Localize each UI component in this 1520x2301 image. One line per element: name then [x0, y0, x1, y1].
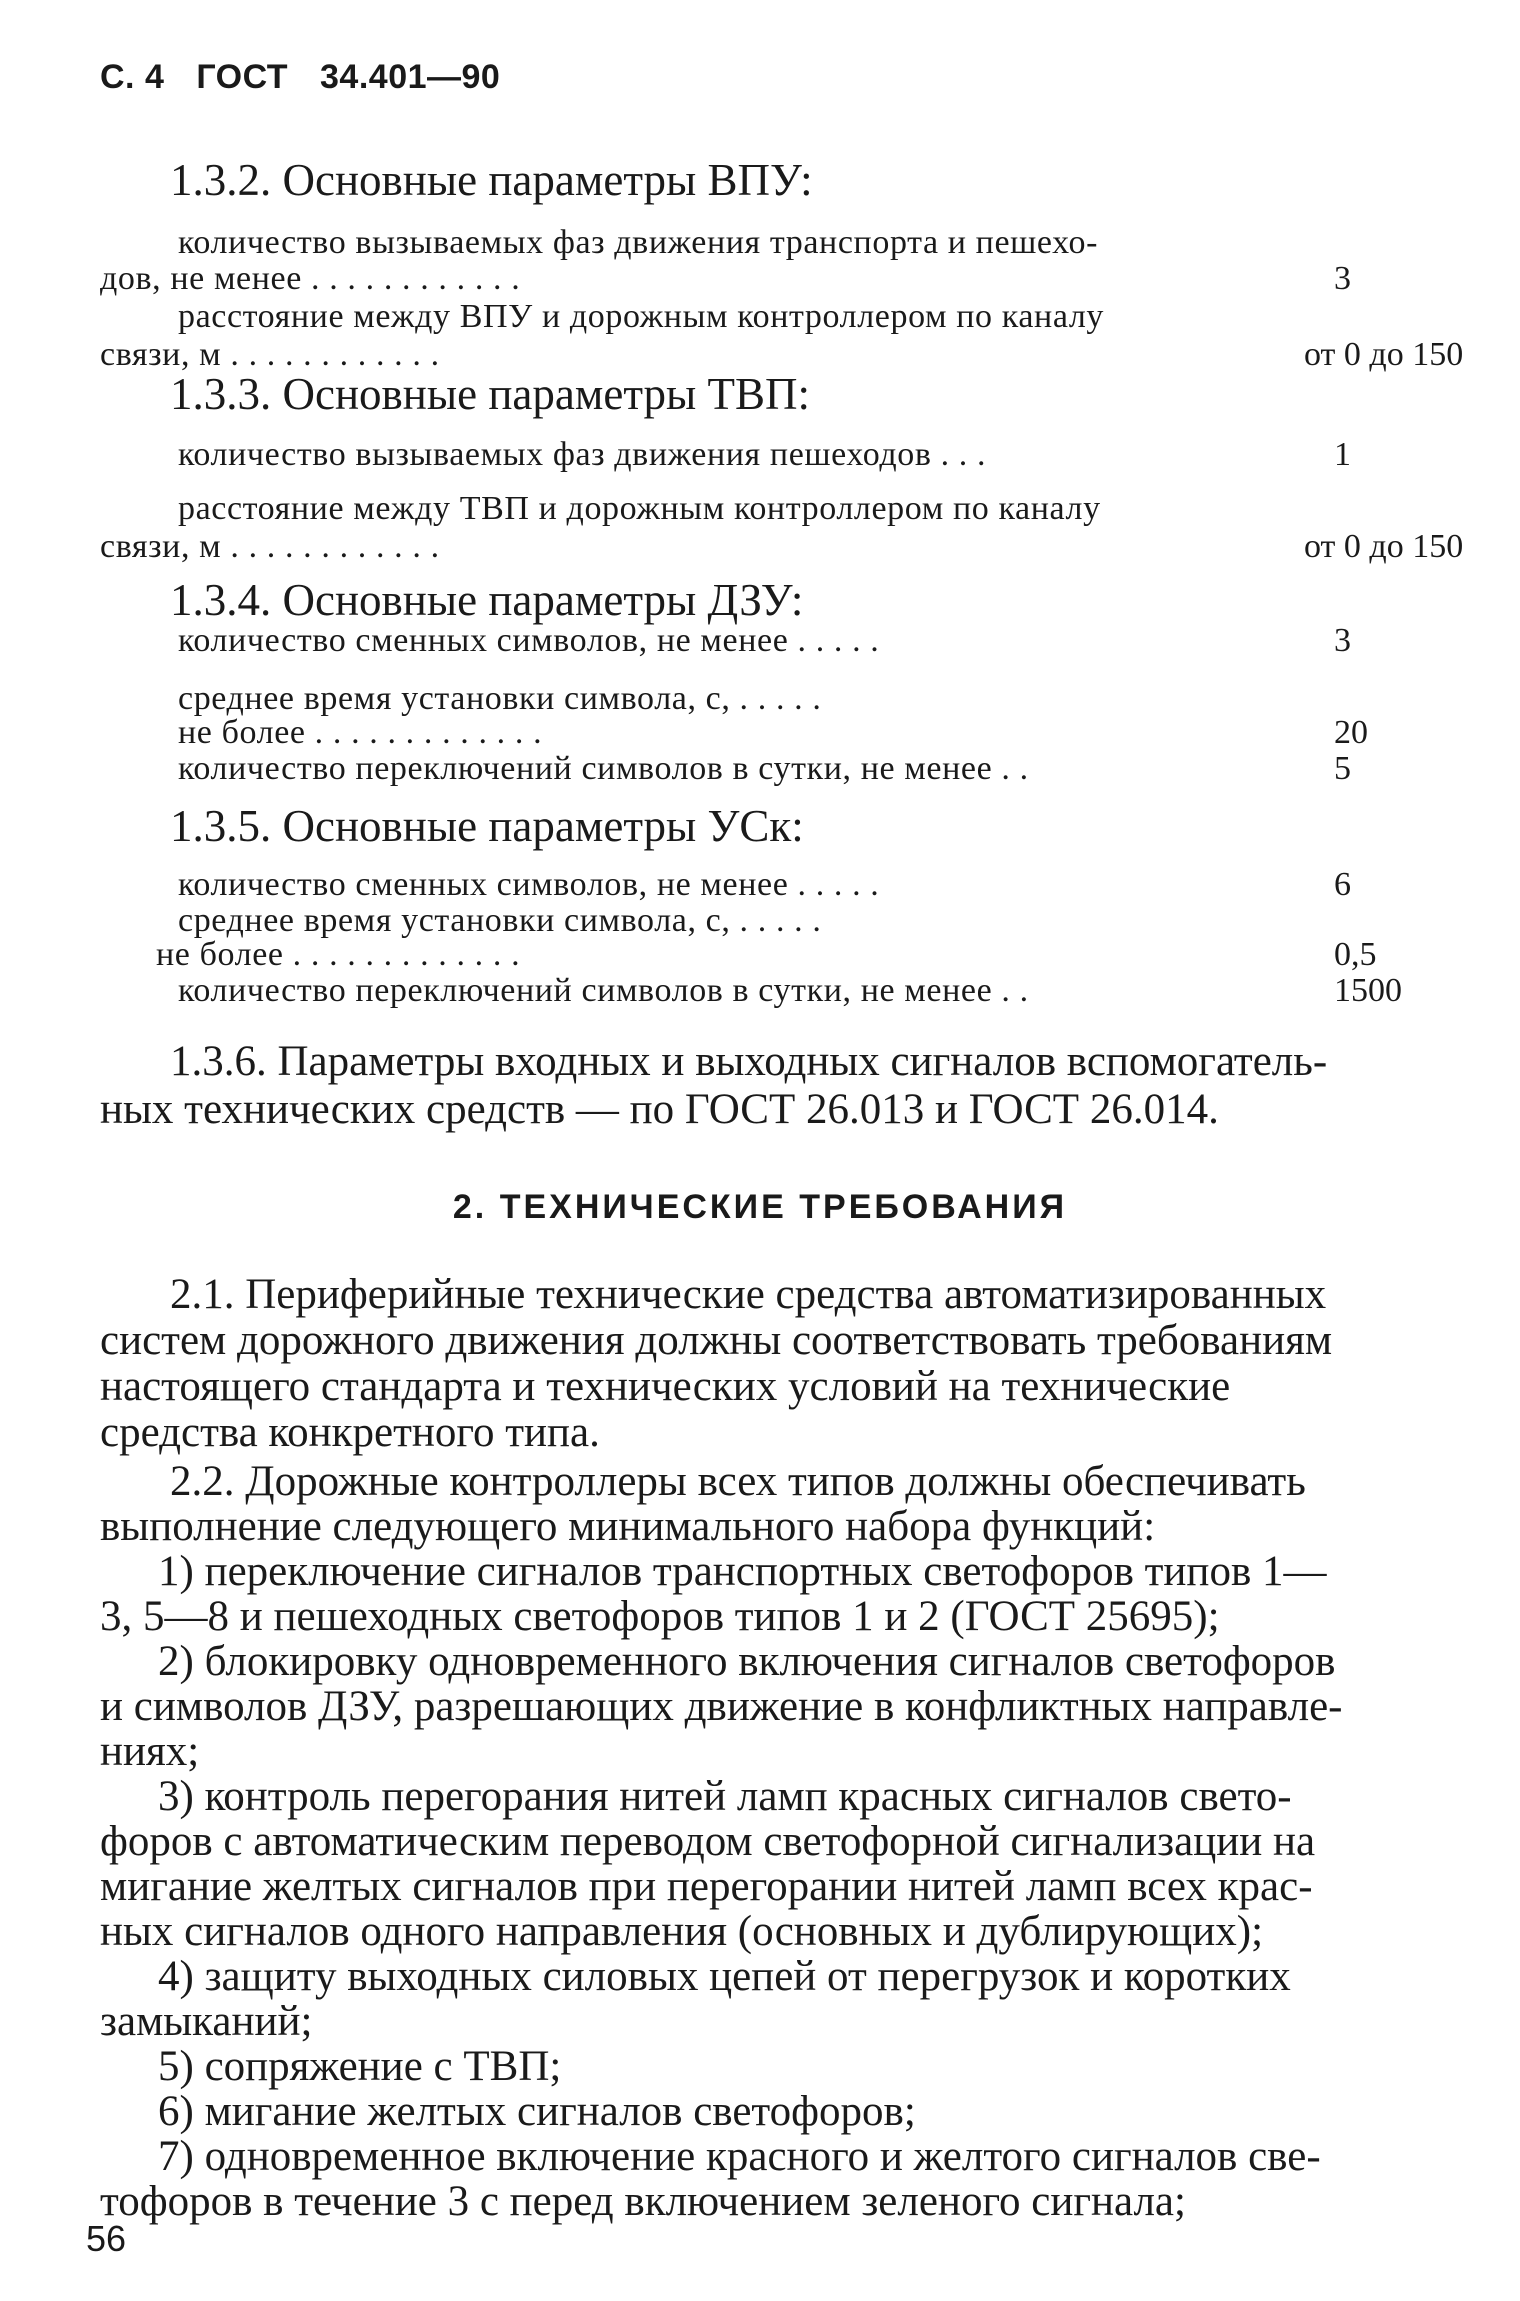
- item-2-line-3: ниях;: [100, 1728, 200, 1775]
- s135-value-1: 6: [1334, 866, 1351, 903]
- item-5-line-1: 5) сопряжение с ТВП;: [158, 2043, 562, 2090]
- p22-line-2: выполнение следующего минимального набора функций:: [100, 1503, 1156, 1550]
- item-1-line-2: 3, 5—8 и пешеходных светофоров типов 1 и 2 (ГОСТ 25695);: [100, 1593, 1220, 1640]
- header-standard: ГОСТ: [196, 58, 289, 96]
- s133-line-3: связи, м . . . . . . . . . . . .: [100, 528, 440, 565]
- s134-line-4: количество переключений символов в сутки, не менее . .: [178, 750, 1029, 787]
- item-4-line-2: замыканий;: [100, 1998, 313, 2045]
- item-3-line-4: ных сигналов одного направления (основных и дублирующих);: [100, 1908, 1264, 1955]
- s136-line-2: ных технических средств — по ГОСТ 26.013 и ГОСТ 26.014.: [100, 1086, 1219, 1133]
- p21-line-2: систем дорожного движения должны соответствовать требованиям: [100, 1317, 1333, 1364]
- s132-value-2: от 0 до 150: [1304, 336, 1464, 373]
- item-2-line-1: 2) блокировку одновременного включения сигналов светофоров: [158, 1638, 1336, 1685]
- p21-line-1: 2.1. Периферийные технические средства автоматизированных: [170, 1271, 1327, 1318]
- section-1-3-4-title: 1.3.4. Основные параметры ДЗУ:: [170, 575, 804, 625]
- item-3-line-1: 3) контроль перегорания нитей ламп красных сигналов свето-: [158, 1773, 1292, 1820]
- s135-line-1: количество сменных символов, не менее . . . . .: [178, 866, 880, 903]
- s133-value-2: от 0 до 150: [1304, 528, 1464, 565]
- item-1-line-1: 1) переключение сигналов транспортных светофоров типов 1—: [158, 1548, 1327, 1595]
- s133-value-1: 1: [1334, 436, 1351, 473]
- section-1-3-3-title: 1.3.3. Основные параметры ТВП:: [170, 369, 811, 419]
- item-3-line-3: мигание желтых сигналов при перегорании нитей ламп всех крас-: [100, 1863, 1313, 1910]
- section-1-3-5-title: 1.3.5. Основные параметры УСк:: [170, 801, 804, 851]
- s132-line-2: дов, не менее . . . . . . . . . . . .: [100, 260, 521, 297]
- s134-value-2: 20: [1334, 714, 1368, 751]
- s132-value-1: 3: [1334, 260, 1351, 297]
- s133-line-2: расстояние между ТВП и дорожным контроллером по каналу: [178, 490, 1101, 527]
- s132-line-4: связи, м . . . . . . . . . . . .: [100, 336, 440, 373]
- s134-value-3: 5: [1334, 750, 1351, 787]
- s134-value-1: 3: [1334, 622, 1351, 659]
- s132-line-1: количество вызываемых фаз движения транспорта и пешехо-: [178, 224, 1098, 261]
- page-header: [100, 58, 522, 97]
- item-3-line-2: форов с автоматическим переводом светофорной сигнализации на: [100, 1818, 1316, 1865]
- header-page: С. 4: [100, 58, 165, 96]
- item-7-line-2: тофоров в течение 3 с перед включением зеленого сигнала;: [100, 2178, 1186, 2225]
- item-6-line-1: 6) мигание желтых сигналов светофоров;: [158, 2088, 916, 2135]
- s135-value-3: 1500: [1334, 972, 1402, 1009]
- p21-line-3: настоящего стандарта и технических условий на технические: [100, 1363, 1231, 1410]
- s135-value-2: 0,5: [1334, 936, 1377, 973]
- s135-line-4: количество переключений символов в сутки, не менее . .: [178, 972, 1029, 1009]
- section-2-heading: 2. ТЕХНИЧЕСКИЕ ТРЕБОВАНИЯ: [452, 1188, 1068, 1226]
- p21-line-4: средства конкретного типа.: [100, 1409, 600, 1456]
- header-number: 34.401—90: [320, 58, 501, 96]
- s132-line-3: расстояние между ВПУ и дорожным контроллером по каналу: [178, 298, 1104, 335]
- item-2-line-2: и символов ДЗУ, разрешающих движение в конфликтных направле-: [100, 1683, 1343, 1730]
- s134-line-2: среднее время установки символа, с, . . . . .: [178, 680, 822, 717]
- s133-line-1: количество вызываемых фаз движения пешеходов . . .: [178, 436, 987, 473]
- item-4-line-1: 4) защиту выходных силовых цепей от перегрузок и коротких: [158, 1953, 1291, 2000]
- s136-line-1: 1.3.6. Параметры входных и выходных сигналов вспомогатель-: [170, 1038, 1328, 1085]
- p22-line-1: 2.2. Дорожные контроллеры всех типов должны обеспечивать: [170, 1458, 1306, 1505]
- s135-line-2: среднее время установки символа, с, . . . . .: [178, 902, 822, 939]
- s135-line-3: не более . . . . . . . . . . . . .: [156, 936, 521, 973]
- s134-line-3: не более . . . . . . . . . . . . .: [178, 714, 543, 751]
- section-1-3-2-title: 1.3.2. Основные параметры ВПУ:: [170, 155, 813, 205]
- s134-line-1: количество сменных символов, не менее . . . . .: [178, 622, 880, 659]
- page-number: 56: [86, 2218, 127, 2259]
- item-7-line-1: 7) одновременное включение красного и желтого сигналов све-: [158, 2133, 1321, 2180]
